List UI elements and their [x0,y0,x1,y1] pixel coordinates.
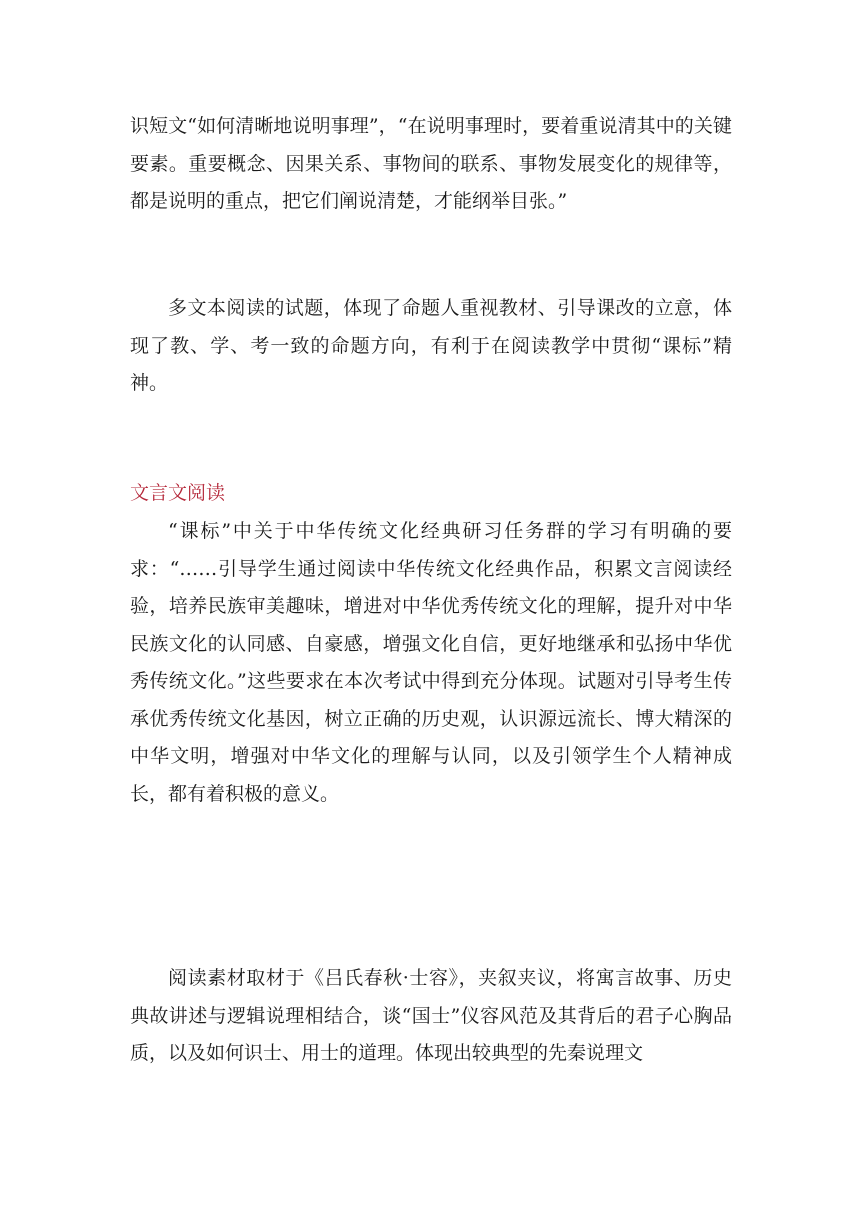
paragraph-explanatory-text-continuation: 识短文“如何清晰地说明事理”，“在说明事理时，要着重说清其中的关键要素。重要概念、因果关系、事物间的联系、事物发展变化的规律等，都是说明的重点，把它们阐说清楚，才能纲举目张。” [130,115,732,212]
paragraph-curriculum-standard: “课标”中关于中华传统文化经典研习任务群的学习有明确的要求：“……引导学生通过阅读中华传统文化经典作品，积累文言阅读经验，培养民族审美趣味，增进对中华优秀传统文化的理解，提升对中华民族文化的认同感、自豪感，增强文化自信，更好地继承和弘扬中华优秀传统文化。”这些要求在本次考试中得到充分体现。试题对引导考生传承优秀传统文化基因，树立正确的历史观，认识源远流长、博大精深的中华文明，增强对中华文化的理解与认同，以及引领学生个人精神成长，都有着积极的意义。 [130,520,732,805]
section-heading-classical-chinese: 文言文阅读 [130,482,226,504]
paragraph-multi-text-reading: 多文本阅读的试题，体现了命题人重视教材、引导课改的立意，体现了教、学、考一致的命题方向，有利于在阅读教学中贯彻“课标”精神。 [130,297,732,394]
paragraph-reading-material: 阅读素材取材于《吕氏春秋·士容》，夹叙夹议，将寓言故事、历史典故讲述与逻辑说理相结合，谈“国士”仪容风范及其背后的君子心胸品质，以及如何识士、用士的道理。体现出较典型的先秦说理文 [130,967,732,1064]
